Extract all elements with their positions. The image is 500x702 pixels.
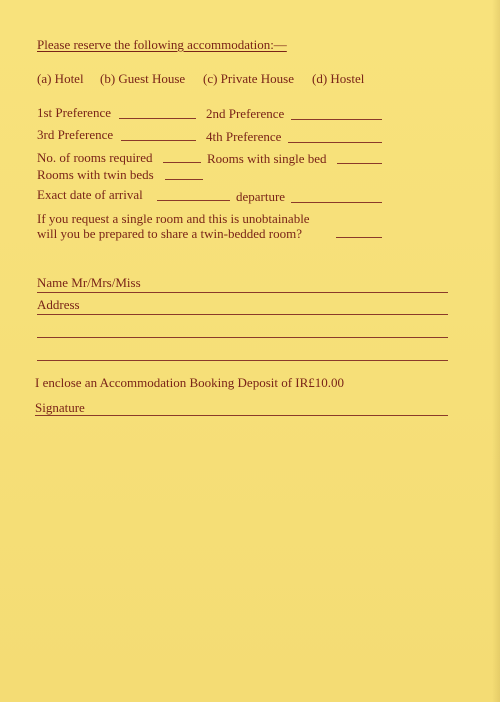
address-field-line-3[interactable] <box>37 360 448 361</box>
rooms-required-label: No. of rooms required <box>37 150 153 165</box>
third-preference-label: 3rd Preference <box>37 127 114 142</box>
first-preference-field[interactable] <box>119 118 196 119</box>
departure-date-label: departure <box>236 189 286 204</box>
departure-date-field[interactable] <box>291 202 382 203</box>
second-preference-label: 2nd Preference <box>206 106 285 121</box>
signature-field[interactable] <box>35 415 448 416</box>
option-hostel: (d) Hostel <box>312 71 365 86</box>
fourth-preference-label: 4th Preference <box>206 129 282 144</box>
option-private-house: (c) Private House <box>203 71 294 86</box>
address-field-line-2[interactable] <box>37 337 448 338</box>
fourth-preference-field[interactable] <box>288 142 382 143</box>
rooms-required-field[interactable] <box>163 162 201 163</box>
arrival-date-field[interactable] <box>157 200 230 201</box>
first-preference-label: 1st Preference <box>37 105 111 120</box>
share-question-line2: will you be prepared to share a twin-bedded room? <box>37 226 302 241</box>
twin-beds-field[interactable] <box>165 179 203 180</box>
signature-label: Signature <box>35 400 85 415</box>
form-heading: Please reserve the following accommodation:— <box>37 37 287 52</box>
name-field[interactable] <box>37 292 448 293</box>
single-bed-field[interactable] <box>337 163 382 164</box>
third-preference-field[interactable] <box>121 140 196 141</box>
option-guest-house: (b) Guest House <box>100 71 186 86</box>
twin-beds-label: Rooms with twin beds <box>37 167 154 182</box>
option-hotel: (a) Hotel <box>37 71 84 86</box>
deposit-statement: I enclose an Accommodation Booking Deposit of IR£10.00 <box>35 375 345 390</box>
name-label: Name Mr/Mrs/Miss <box>37 275 141 290</box>
paper-edge-shadow <box>492 0 500 702</box>
address-field-line-1[interactable] <box>37 314 448 315</box>
second-preference-field[interactable] <box>291 119 382 120</box>
share-question-line1: If you request a single room and this is unobtainable <box>37 211 310 226</box>
single-bed-label: Rooms with single bed <box>207 151 327 166</box>
address-label: Address <box>37 297 80 312</box>
share-room-answer-field[interactable] <box>336 237 382 238</box>
arrival-date-label: Exact date of arrival <box>37 187 143 202</box>
